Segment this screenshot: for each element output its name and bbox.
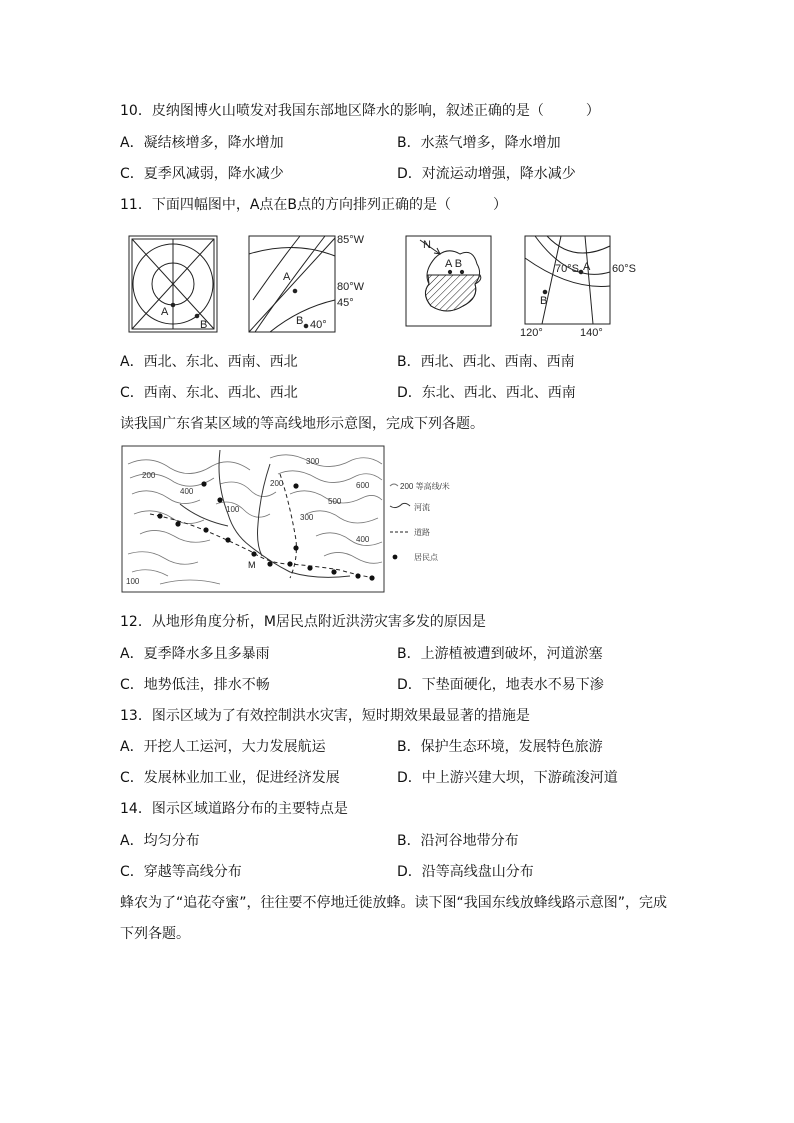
q13-option-a: A．开挖人工运河，大力发展航运 <box>120 739 326 755</box>
q11-f3-label-n: N <box>423 239 431 251</box>
q13-stem: 13．图示区域为了有效控制洪水灾害，短时期效果最显著的措施是 <box>120 708 530 724</box>
svg-text:600: 600 <box>356 481 370 490</box>
svg-text:居民点: 居民点 <box>414 553 438 562</box>
q10-option-a: A．凝结核增多，降水增加 <box>120 135 284 151</box>
q13-option-c: C．发展林业加工业，促进经济发展 <box>120 770 340 786</box>
q11-option-c: C．西南、东北、西北、西北 <box>120 385 298 401</box>
svg-text:200: 200 <box>270 479 284 488</box>
q10-option-b: B．水蒸气增多，降水增加 <box>397 135 561 151</box>
q11-f3-label-ab: A B <box>445 258 463 270</box>
q11-f1-point-a <box>171 303 175 307</box>
q11-option-b: B．西北、西北、西南、西南 <box>397 354 575 370</box>
map-label-m: M <box>248 560 256 570</box>
q14-option-b: B．沿河谷地带分布 <box>397 833 519 849</box>
q13-option-b: B．保护生态环境，发展特色旅游 <box>397 739 603 755</box>
intro-contour-map: 读我国广东省某区域的等高线地形示意图，完成下列各题。 <box>120 416 484 432</box>
q14-option-c: C．穿越等高线分布 <box>120 864 242 880</box>
q10-option-c: C．夏季风减弱，降水减少 <box>120 166 284 182</box>
q11-figure-1 <box>129 236 217 332</box>
q12-option-d: D．下垫面硬化，地表水不易下渗 <box>397 677 604 693</box>
svg-text:500: 500 <box>328 497 342 506</box>
svg-text:200: 200 <box>142 471 156 480</box>
q11-f2-lon2: 80°W <box>337 281 365 293</box>
q12-option-b: B．上游植被遭到破坏，河道淤塞 <box>397 646 603 662</box>
q11-figure-4 <box>520 236 636 339</box>
q14-option-d: D．沿等高线盘山分布 <box>397 864 534 880</box>
q11-f4-lon1: 120° <box>520 327 543 339</box>
q11-f2-lat1: 45° <box>337 297 354 309</box>
q11-f1-point-b <box>195 314 199 318</box>
intro-bee-route-line1: 蜂农为了“追花夺蜜”，往往要不停地迁徙放蜂。读下图“我国东线放蜂线路示意图”，完成 <box>120 895 668 911</box>
svg-text:200 等高线/米: 200 等高线/米 <box>400 482 450 491</box>
q11-figures <box>125 228 645 340</box>
svg-text:河流: 河流 <box>414 503 430 512</box>
q12-option-c: C．地势低洼，排水不畅 <box>120 677 270 693</box>
svg-text:300: 300 <box>306 457 320 466</box>
q11-stem: 11．下面四幅图中，A点在B点的方向排列正确的是（ ） <box>120 197 507 213</box>
contour-map-figure <box>120 444 490 594</box>
svg-text:300: 300 <box>300 513 314 522</box>
q11-f2-lon1: 85°W <box>337 234 365 246</box>
q11-f4-label-a: A <box>583 261 591 273</box>
q11-f1-label-b: B <box>200 319 208 331</box>
q11-figure-2 <box>249 234 365 332</box>
svg-text:400: 400 <box>180 487 194 496</box>
q11-option-d: D．东北、西北、西北、西南 <box>397 385 576 401</box>
svg-text:100: 100 <box>126 577 140 586</box>
q13-option-d: D．中上游兴建大坝，下游疏浚河道 <box>397 770 618 786</box>
q11-f2-lat2: 40° <box>310 319 327 331</box>
q14-stem: 14．图示区域道路分布的主要特点是 <box>120 801 348 817</box>
svg-text:400: 400 <box>356 535 370 544</box>
q12-option-a: A．夏季降水多且多暴雨 <box>120 646 270 662</box>
q11-option-a: A．西北、东北、西南、西北 <box>120 354 298 370</box>
q11-f1-label-a: A <box>161 306 169 318</box>
q11-f4-lon2: 140° <box>580 327 603 339</box>
svg-text:道路: 道路 <box>414 528 430 537</box>
q10-option-d: D．对流运动增强，降水减少 <box>397 166 576 182</box>
q11-f4-lat2: 60°S <box>612 263 636 275</box>
svg-text:100: 100 <box>226 505 240 514</box>
q10-stem: 10．皮纳图博火山喷发对我国东部地区降水的影响，叙述正确的是（ ） <box>120 103 600 119</box>
q11-figure-3 <box>406 236 491 326</box>
q11-f4-label-b: B <box>540 295 548 307</box>
q12-stem: 12．从地形角度分析，M居民点附近洪涝灾害多发的原因是 <box>120 614 486 630</box>
q11-f2-label-b: B <box>296 315 304 327</box>
intro-bee-route-line2: 下列各题。 <box>120 926 190 942</box>
q11-f4-lat1: 70°S <box>555 263 579 275</box>
map-legend <box>390 481 450 562</box>
q14-option-a: A．均匀分布 <box>120 833 200 849</box>
q11-f2-label-a: A <box>283 271 291 283</box>
